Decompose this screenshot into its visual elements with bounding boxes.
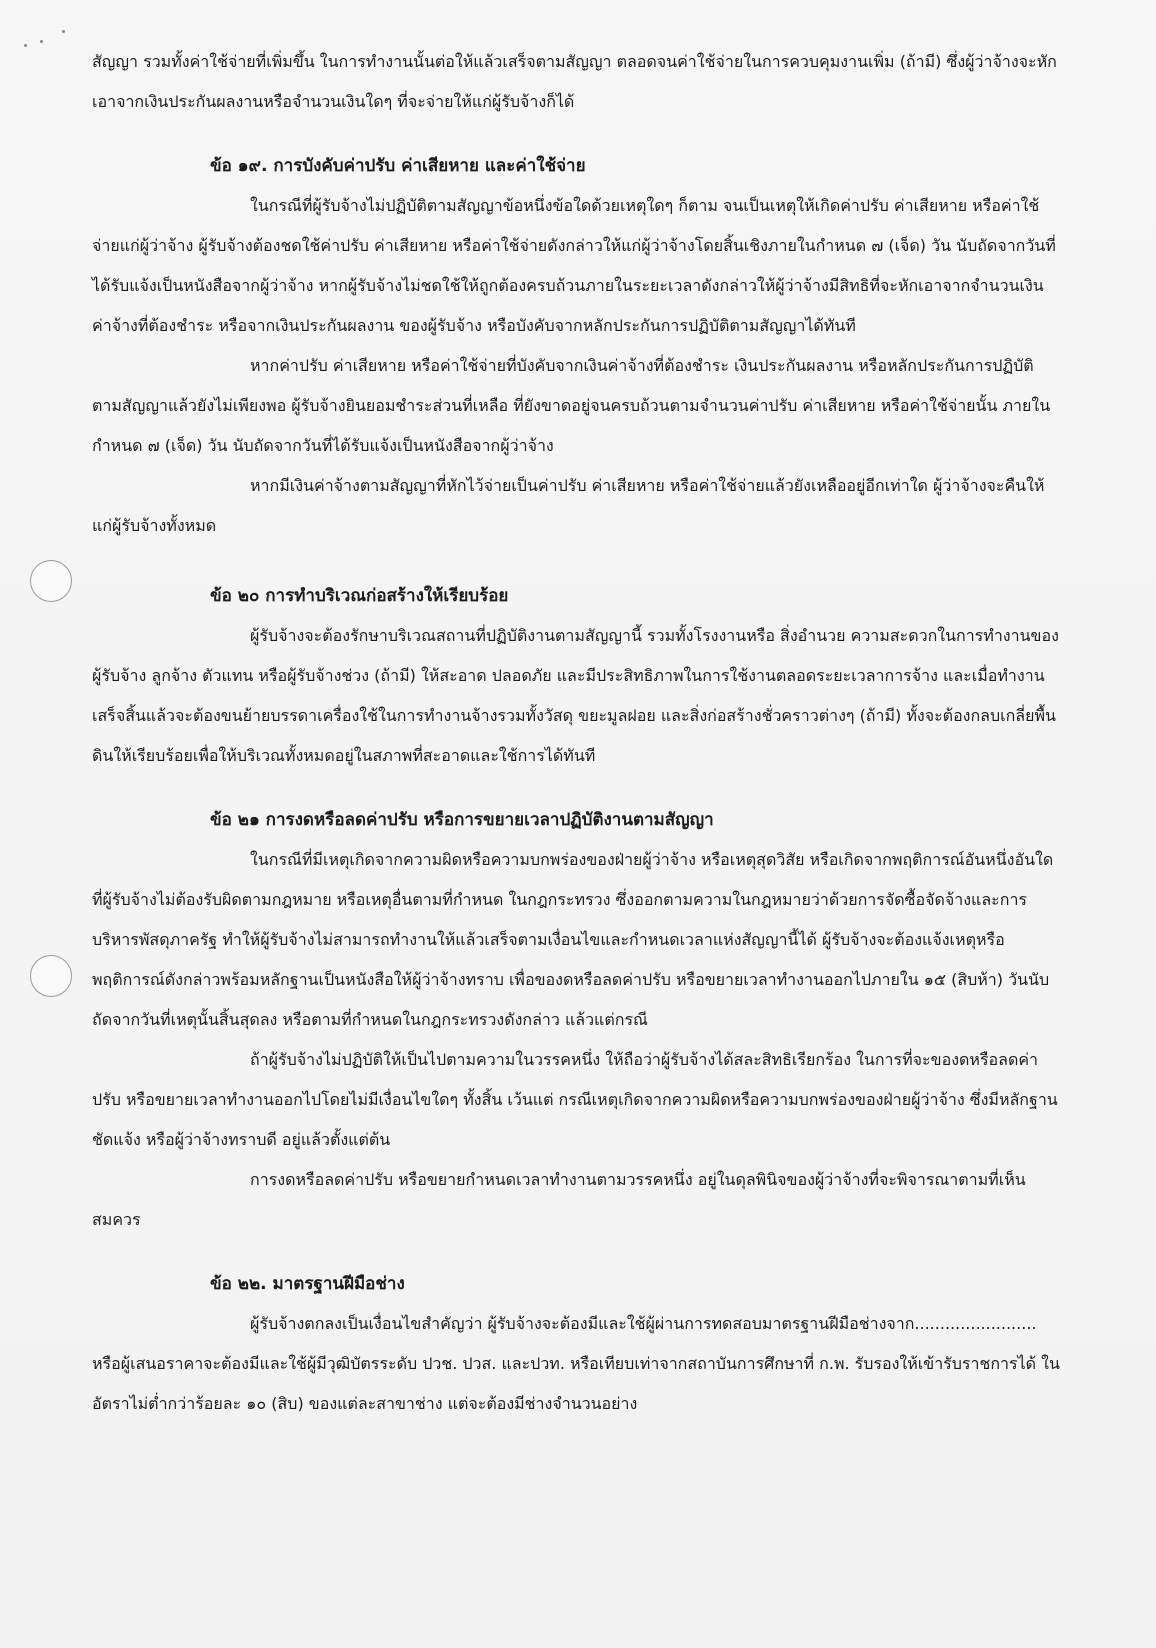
section-19-paragraph-1: ในกรณีที่ผู้รับจ้างไม่ปฏิบัติตามสัญญาข้อหนึ่งข้อใดด้วยเหตุใดๆ ก็ตาม จนเป็นเหตุให้เกิดค่าปรับ ค่าเสียหาย หรือค่าใช้จ่ายแก่ผู้ว่าจ้าง ผู้รับจ้างต้องชดใช้ค่าปรับ ค่าเสียหาย หรือค่าใช้จ่ายดังกล่าวให้แก่ผู้ว่าจ้างโดยสิ้นเชิงภายในกำหนด ๗ (เจ็ด) วัน นับถัดจากวันที่ได้รับแจ้งเป็นหนังสือจากผู้ว่าจ้าง หากผู้รับจ้างไม่ชดใช้ให้ถูกต้องครบถ้วนภายในระยะเวลาดังกล่าวให้ผู้ว่าจ้างมีสิทธิที่จะหักเอาจากจำนวนเงินค่าจ้างที่ต้องชำระ หรือจากเงินประกันผลงาน ของผู้รับจ้าง หรือบังคับจากหลักประกันการปฏิบัติตามสัญญาได้ทันที — [92, 196, 1056, 335]
document-body — [92, 42, 1062, 1424]
scan-speck — [62, 30, 65, 33]
section-21-heading: ข้อ ๒๑ การงดหรือลดค่าปรับ หรือการขยายเวลาปฏิบัติงานตามสัญญา — [210, 810, 714, 830]
scan-speck — [24, 44, 27, 47]
punch-hole — [30, 955, 72, 997]
section-19-heading: ข้อ ๑๙. การบังคับค่าปรับ ค่าเสียหาย และค่าใช้จ่าย — [210, 156, 586, 176]
section-20-paragraph-1: ผู้รับจ้างจะต้องรักษาบริเวณสถานที่ปฏิบัติงานตามสัญญานี้ รวมทั้งโรงงานหรือ สิ่งอำนวย ความสะดวกในการทำงานของผู้รับจ้าง ลูกจ้าง ตัวแทน หรือผู้รับจ้างช่วง (ถ้ามี) ให้สะอาด ปลอดภัย และมีประสิทธิภาพในการใช้งานตลอดระยะเวลาการจ้าง และเมื่อทำงานเสร็จสิ้นแล้วจะต้องขนย้ายบรรดาเครื่องใช้ในการทำงานจ้างรวมทั้งวัสดุ ขยะมูลฝอย และสิ่งก่อสร้างชั่วคราวต่างๆ (ถ้ามี) ทั้งจะต้องกลบเกลี่ยพื้นดินให้เรียบร้อยเพื่อให้บริเวณทั้งหมดอยู่ในสภาพที่สะอาดและใช้การได้ทันที — [92, 626, 1059, 765]
section-21-paragraph-1: ในกรณีที่มีเหตุเกิดจากความผิดหรือความบกพร่องของฝ่ายผู้ว่าจ้าง หรือเหตุสุดวิสัย หรือเกิดจากพฤติการณ์อันหนึ่งอันใดที่ผู้รับจ้างไม่ต้องรับผิดตามกฎหมาย หรือเหตุอื่นตามที่กำหนด ในกฎกระทรวง ซึ่งออกตามความในกฎหมายว่าด้วยการจัดซื้อจัดจ้างและการบริหารพัสดุภาครัฐ ทำให้ผู้รับจ้างไม่สามารถทำงานให้แล้วเสร็จตามเงื่อนไขและกำหนดเวลาแห่งสัญญานี้ได้ ผู้รับจ้างจะต้องแจ้งเหตุหรือพฤติการณ์ดังกล่าวพร้อมหลักฐานเป็นหนังสือให้ผู้ว่าจ้างทราบ เพื่อของดหรือลดค่าปรับ หรือขยายเวลาทำงานออกไปภายใน ๑๕ (สิบห้า) วันนับถัดจากวันที่เหตุนั้นสิ้นสุดลง หรือตามที่กำหนดในกฎกระทรวงดังกล่าว แล้วแต่กรณี — [92, 850, 1054, 1029]
section-19-paragraph-3: หากมีเงินค่าจ้างตามสัญญาที่หักไว้จ่ายเป็นค่าปรับ ค่าเสียหาย หรือค่าใช้จ่ายแล้วยังเหลืออยู่อีกเท่าใด ผู้ว่าจ้างจะคืนให้แก่ผู้รับจ้างทั้งหมด — [92, 476, 1045, 535]
section-21-paragraph-3: การงดหรือลดค่าปรับ หรือขยายกำหนดเวลาทำงานตามวรรคหนึ่ง อยู่ในดุลพินิจของผู้ว่าจ้างที่จะพิจารณาตามที่เห็นสมควร — [92, 1170, 1026, 1229]
scan-speck — [40, 40, 43, 43]
section-21-paragraph-2: ถ้าผู้รับจ้างไม่ปฏิบัติให้เป็นไปตามความในวรรคหนึ่ง ให้ถือว่าผู้รับจ้างได้สละสิทธิเรียกร้อง ในการที่จะของดหรือลดค่าปรับ หรือขยายเวลาทำงานออกไปโดยไม่มีเงื่อนไขใดๆ ทั้งสิ้น เว้นแต่ กรณีเหตุเกิดจากความผิดหรือความบกพร่องของฝ่ายผู้ว่าจ้าง ซึ่งมีหลักฐานชัดแจ้ง หรือผู้ว่าจ้างทราบดี อยู่แล้วตั้งแต่ต้น — [92, 1050, 1058, 1149]
section-22-paragraph-1: ผู้รับจ้างตกลงเป็นเงื่อนไขสำคัญว่า ผู้รับจ้างจะต้องมีและใช้ผู้ผ่านการทดสอบมาตรฐานฝีมือช่างจาก........................ หรือผู้เสนอราคาจะต้องมีและใช้ผู้มีวุฒิบัตรระดับ ปวช. ปวส. และปวท. หรือเทียบเท่าจากสถาบันการศึกษาที่ ก.พ. รับรองให้เข้ารับราชการได้ ในอัตราไม่ต่ำกว่าร้อยละ ๑๐ (สิบ) ของแต่ละสาขาช่าง แต่จะต้องมีช่างจำนวนอย่าง — [92, 1314, 1060, 1413]
section-20-heading: ข้อ ๒๐ การทำบริเวณก่อสร้างให้เรียบร้อย — [210, 586, 509, 606]
intro-continuation-paragraph: สัญญา รวมทั้งค่าใช้จ่ายที่เพิ่มขึ้น ในการทำงานนั้นต่อให้แล้วเสร็จตามสัญญา ตลอดจนค่าใช้จ่ายในการควบคุมงานเพิ่ม (ถ้ามี) ซึ่งผู้ว่าจ้างจะหัก เอาจากเงินประกันผลงานหรือจำนวนเงินใดๆ ที่จะจ่ายให้แก่ผู้รับจ้างก็ได้ — [92, 52, 1057, 111]
punch-hole — [30, 560, 72, 602]
section-22-heading: ข้อ ๒๒. มาตรฐานฝีมือช่าง — [210, 1274, 405, 1294]
section-19-paragraph-2: หากค่าปรับ ค่าเสียหาย หรือค่าใช้จ่ายที่บังคับจากเงินค่าจ้างที่ต้องชำระ เงินประกันผลงาน หรือหลักประกันการปฏิบัติตามสัญญาแล้วยังไม่เพียงพอ ผู้รับจ้างยินยอมชำระส่วนที่เหลือ ที่ยังขาดอยู่จนครบถ้วนตามจำนวนค่าปรับ ค่าเสียหาย หรือค่าใช้จ่ายนั้น ภายในกำหนด ๗ (เจ็ด) วัน นับถัดจากวันที่ได้รับแจ้งเป็นหนังสือจากผู้ว่าจ้าง — [92, 356, 1051, 455]
